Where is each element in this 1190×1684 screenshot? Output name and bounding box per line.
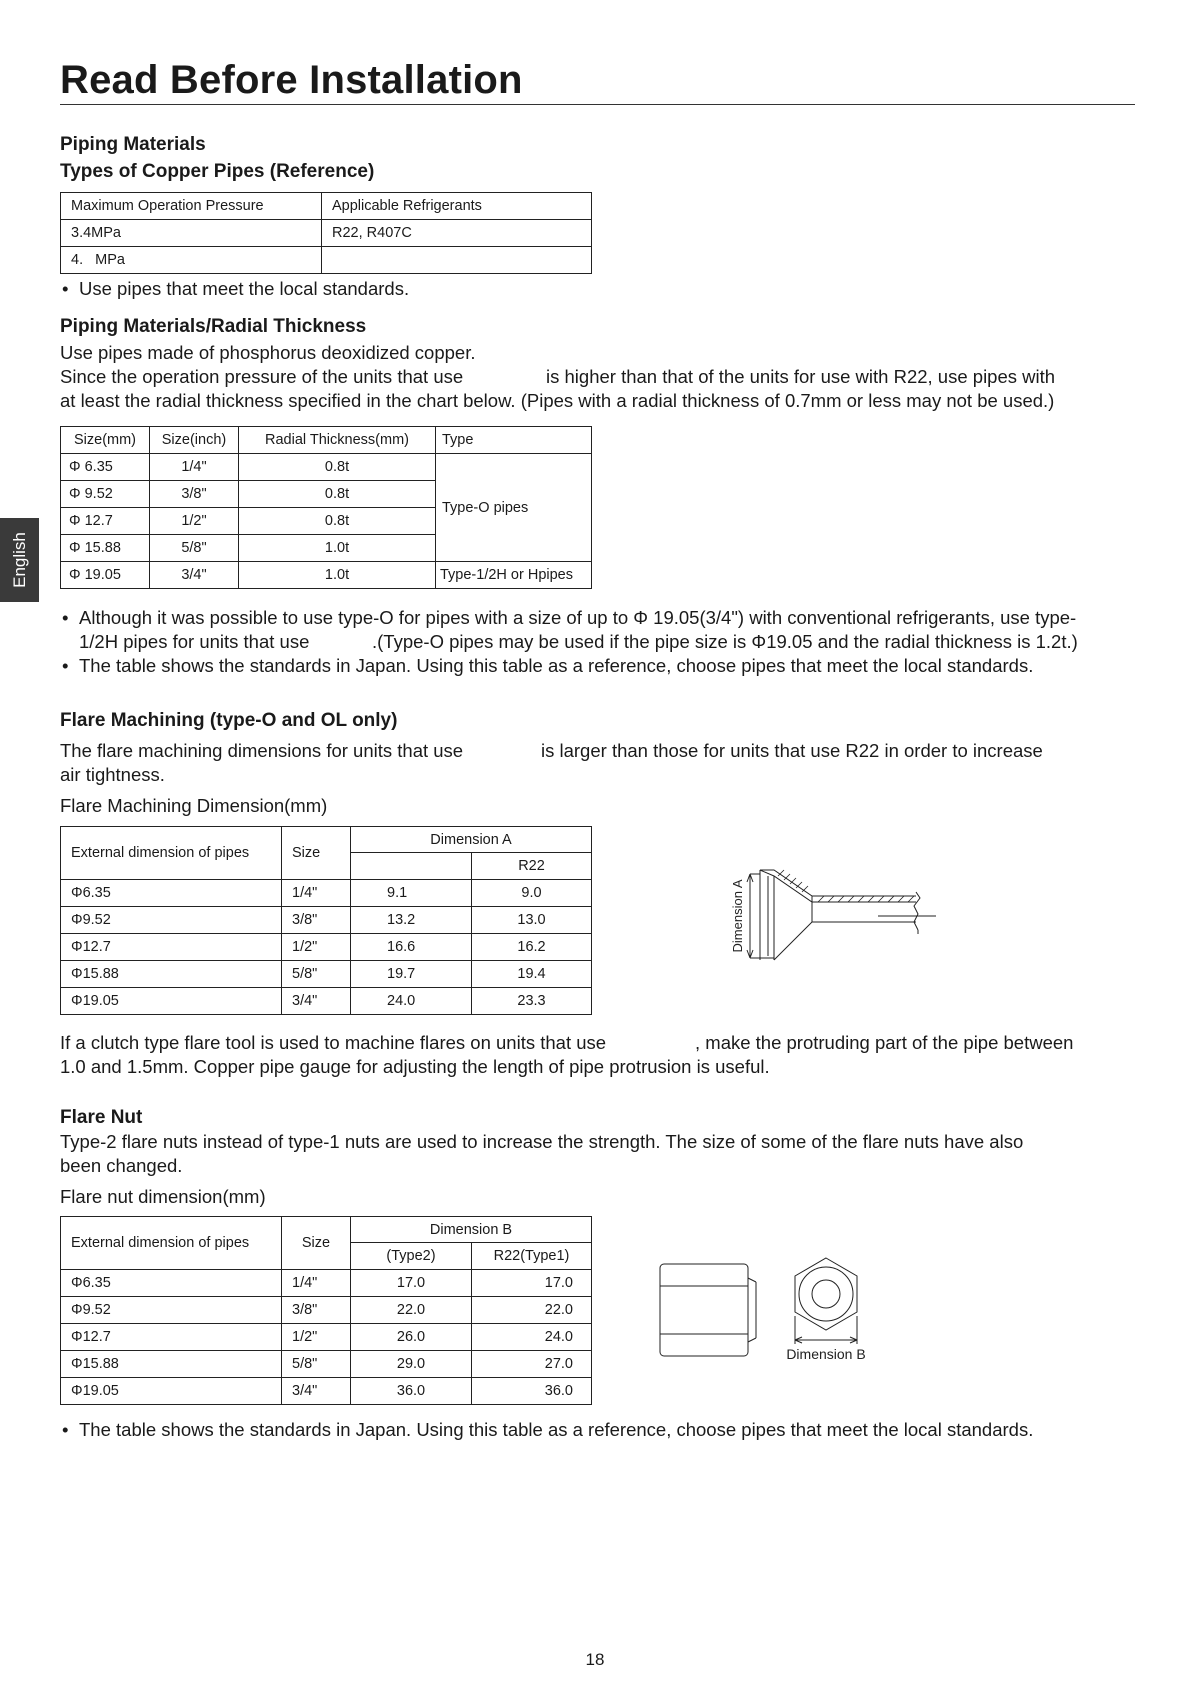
table-row [61,1217,592,1243]
table-row [61,1324,592,1351]
clutch-line-1b: , make the protruding part of the pipe between [695,1032,1074,1053]
table-cell: Φ6.35 [61,880,282,907]
table-row [61,1297,592,1324]
table-cell: 19.4 [472,961,592,988]
table-row [61,1378,592,1405]
flare-line-2: air tightness. [60,764,165,785]
table-header-cell: Size [282,1217,351,1270]
table-header-cell: (Type2) [351,1243,472,1270]
table-cell: 5/8" [282,961,351,988]
table-cell: Φ 9.52 [61,481,150,508]
table-row [61,988,592,1015]
type-h-cell: Type-1/2H or Hpipes [436,562,592,589]
table-header-cell: Radial Thickness(mm) [239,427,436,454]
flare-nut-diagram [656,1254,886,1366]
table-cell: 0.8t [239,508,436,535]
flare-table-caption: Flare Machining Dimension(mm) [60,795,328,816]
table-cell: 36.0 [351,1378,472,1405]
table-cell: Φ9.52 [61,907,282,934]
bullet-item: • The table shows the standards in Japan. Using this table as a reference, choose pipes that meet the local standards. [62,1419,1034,1440]
table-cell: 9.0 [472,880,592,907]
table-cell: Φ12.7 [61,1324,282,1351]
table-cell: 3/4" [282,988,351,1015]
bullet-text: Although it was possible to use type-O for pipes with a size of up to Φ 19.05(3/4") with conventional refrigerants, use type- [79,607,1077,628]
table-cell: 27.0 [472,1351,592,1378]
table-cell: 23.3 [472,988,592,1015]
table-header-cell [351,853,472,880]
table-cell: 0.8t [239,454,436,481]
table-cell: 3/4" [282,1378,351,1405]
table-cell: 1/4" [150,454,239,481]
table-cell: 5/8" [282,1351,351,1378]
table-cell: Φ 15.88 [61,535,150,562]
table-cell: 1/2" [282,1324,351,1351]
table-row [61,193,592,220]
table-header-cell: Size [282,827,351,880]
radial-line-1: Use pipes made of phosphorus deoxidized copper. [60,342,476,363]
table-row [61,907,592,934]
table-header-cell: R22 [472,853,592,880]
table-cell: R22, R407C [322,220,592,247]
table-row [61,827,592,853]
table-cell: Φ19.05 [61,1378,282,1405]
table-cell: 22.0 [472,1297,592,1324]
table-cell: 16.2 [472,934,592,961]
bullet-item: • Use pipes that meet the local standards. [62,278,410,299]
table-header-cell: Dimension B [351,1217,592,1243]
table-cell [322,247,592,274]
table-cell: 24.0 [351,988,472,1015]
table-cell: 1/4" [282,1270,351,1297]
table-row [61,1351,592,1378]
dimension-a-label: Dimension A [730,879,745,953]
table-cell: 13.2 [351,907,472,934]
page-title: Read Before Installation [60,58,523,102]
language-tab-label: English [9,532,29,588]
table-cell: 3/8" [282,907,351,934]
table-cell: 5/8" [150,535,239,562]
table-cell: 1.0t [239,535,436,562]
table-cell: 36.0 [472,1378,592,1405]
table-header-cell: Size(mm) [61,427,150,454]
table-cell: Φ19.05 [61,988,282,1015]
language-tab [0,518,39,602]
copper-pipes-heading: Types of Copper Pipes (Reference) [60,161,375,182]
radial-thickness-table [60,426,592,589]
table-cell: 29.0 [351,1351,472,1378]
table-header-cell: External dimension of pipes [61,1217,282,1270]
bullet-text: Use pipes that meet the local standards. [79,278,410,299]
table-row [61,247,592,274]
table-row [61,1270,592,1297]
table-cell: 9.1 [351,880,472,907]
table-cell: 1/2" [150,508,239,535]
bullet-item: • The table shows the standards in Japan. Using this table as a reference, choose pipes that meet the local standards. [62,655,1034,676]
table-header-cell: Type [436,427,592,454]
table-row [61,427,592,454]
table-cell: 1/4" [282,880,351,907]
table-header-cell: External dimension of pipes [61,827,282,880]
bullet-text: The table shows the standards in Japan. Using this table as a reference, choose pipes that meet the local standards. [79,655,1034,676]
table-cell: 22.0 [351,1297,472,1324]
table-cell: Φ 19.05 [61,562,150,589]
table-cell: 17.0 [351,1270,472,1297]
table-header-cell: Dimension A [351,827,592,853]
table-cell: Φ15.88 [61,1351,282,1378]
table-cell: 1/2" [282,934,351,961]
piping-materials-heading: Piping Materials [60,134,206,155]
table-cell: 1.0t [239,562,436,589]
table-cell: Φ6.35 [61,1270,282,1297]
pressure-table [60,192,592,274]
table-cell: Φ12.7 [61,934,282,961]
table-header-cell: Size(inch) [150,427,239,454]
flare-diagram [728,860,948,970]
table-cell: 17.0 [472,1270,592,1297]
clutch-line-2: 1.0 and 1.5mm. Copper pipe gauge for adjusting the length of pipe protrusion is useful. [60,1056,770,1077]
table-cell: 26.0 [351,1324,472,1351]
table-row [61,934,592,961]
bullet-item: • Although it was possible to use type-O for pipes with a size of up to Φ 19.05(3/4") with conventional refrigerants, use type- [62,607,1077,628]
radial-line-2a: Since the operation pressure of the units that use [60,366,464,387]
flare-nut-table [60,1216,592,1405]
table-header-cell: R22(Type1) [472,1243,592,1270]
page-number: 18 [585,1650,605,1669]
table-cell: 3.4MPa [61,220,322,247]
table-header-cell: Applicable Refrigerants [322,193,592,220]
table-row [61,961,592,988]
clutch-line-1a: If a clutch type flare tool is used to machine flares on units that use [60,1032,607,1053]
flare-dimension-table [60,826,592,1015]
nut-table-caption: Flare nut dimension(mm) [60,1186,266,1207]
table-cell: 16.6 [351,934,472,961]
bullet-continuation-a: 1/2H pipes for units that use [79,631,310,652]
title-rule [60,104,1135,105]
table-cell: 4. MPa [61,247,322,274]
table-cell: Φ 6.35 [61,454,150,481]
bullet-text: The table shows the standards in Japan. Using this table as a reference, choose pipes that meet the local standards. [79,1419,1034,1440]
radial-line-2b: is higher than that of the units for use with R22, use pipes with [546,366,1056,387]
table-cell: Φ15.88 [61,961,282,988]
table-cell: 0.8t [239,481,436,508]
flare-machining-heading: Flare Machining (type-O and OL only) [60,710,398,731]
table-cell: Φ 12.7 [61,508,150,535]
table-cell: Φ9.52 [61,1297,282,1324]
table-cell: 13.0 [472,907,592,934]
table-header-cell: Maximum Operation Pressure [61,193,322,220]
table-row [61,454,592,481]
flare-line-1b: is larger than those for units that use R22 in order to increase [541,740,1043,761]
nut-line-1: Type-2 flare nuts instead of type-1 nuts are used to increase the strength. The size of some of the flare nuts have also [60,1131,1024,1152]
radial-thickness-heading: Piping Materials/Radial Thickness [60,316,367,337]
table-row [61,220,592,247]
bullet-continuation-b: .(Type-O pipes may be used if the pipe size is Φ19.05 and the radial thickness is 1.2t.) [372,631,1078,652]
table-cell: 24.0 [472,1324,592,1351]
table-cell: 3/8" [150,481,239,508]
nut-line-2: been changed. [60,1155,183,1176]
dimension-b-label: Dimension B [786,1346,866,1362]
table-row [61,562,592,589]
table-cell: 19.7 [351,961,472,988]
radial-line-3: at least the radial thickness specified in the chart below. (Pipes with a radial thickness of 0.7mm or less may not be used.) [60,390,1055,411]
flare-nut-heading: Flare Nut [60,1107,143,1128]
table-cell: 3/4" [150,562,239,589]
table-cell: 3/8" [282,1297,351,1324]
flare-line-1a: The flare machining dimensions for units that use [60,740,464,761]
table-row [61,880,592,907]
type-o-cell: Type-O pipes [436,454,592,562]
